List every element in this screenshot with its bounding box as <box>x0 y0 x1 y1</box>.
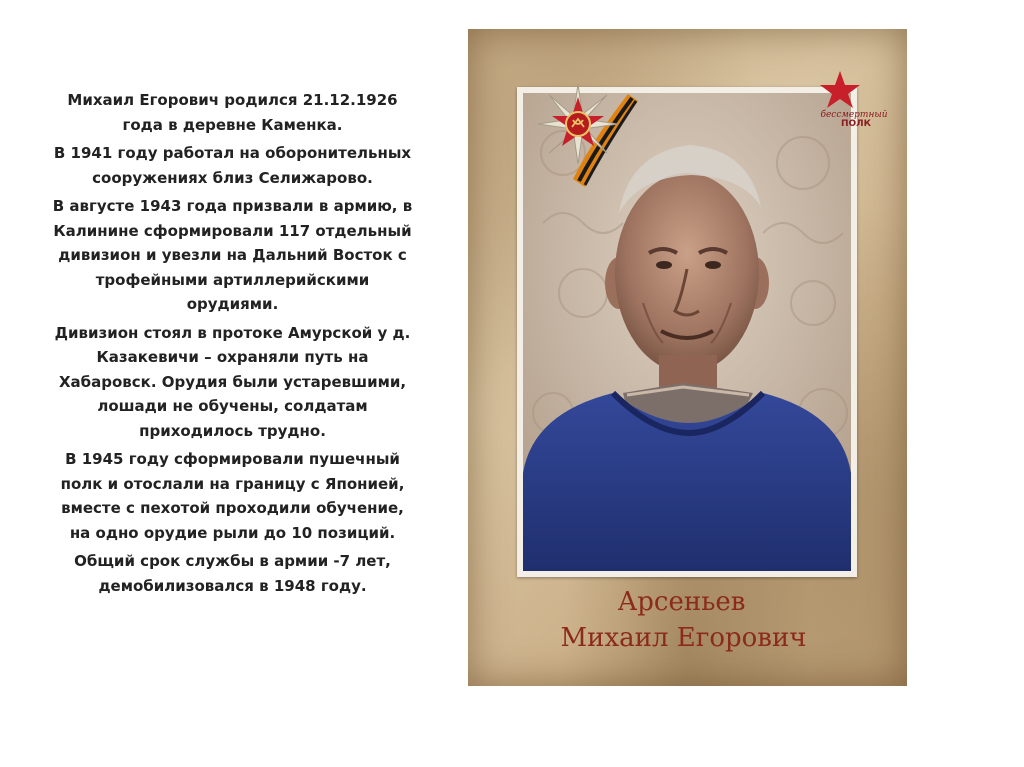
biography-text <box>50 88 415 602</box>
logo-text-line1: бессмертный <box>820 110 888 120</box>
logo-text-line2: ПОЛК <box>840 119 872 127</box>
order-of-patriotic-war-icon <box>533 79 638 194</box>
bio-paragraph: В 1941 году работал на оборонительных сооружениях близ Селижарово. <box>53 144 412 187</box>
bio-paragraph: В августе 1943 года призвали в армию, в Калинине сформировали 117 отдельный дивизион и увезли на Дальний Восток с трофейными артиллерийскими орудиями. <box>52 197 413 313</box>
red-star-icon <box>816 69 890 127</box>
bio-paragraph: В 1945 году сформировали пушечный полк и отослали на границу с Японией, вместе с пехотой проходили обучение, на одно орудие рыли до 10 позиций. <box>60 450 405 542</box>
veteran-given-names: Михаил Егорович <box>560 623 807 653</box>
bio-paragraph: Общий срок службы в армии -7 лет, демобилизовался в 1948 году. <box>74 552 391 595</box>
veteran-surname: Арсеньев <box>617 587 746 617</box>
bio-paragraph: Михаил Егорович родился 21.12.1926 года в деревне Каменка. <box>67 91 398 134</box>
bio-paragraph: Дивизион стоял в протоке Амурской у д. Казакевичи – охраняли путь на Хабаровск. Орудия были устаревшими, лошади не обучены, солдатам приходилось трудно. <box>54 323 411 440</box>
memorial-card <box>468 29 907 686</box>
immortal-regiment-logo <box>816 69 890 127</box>
